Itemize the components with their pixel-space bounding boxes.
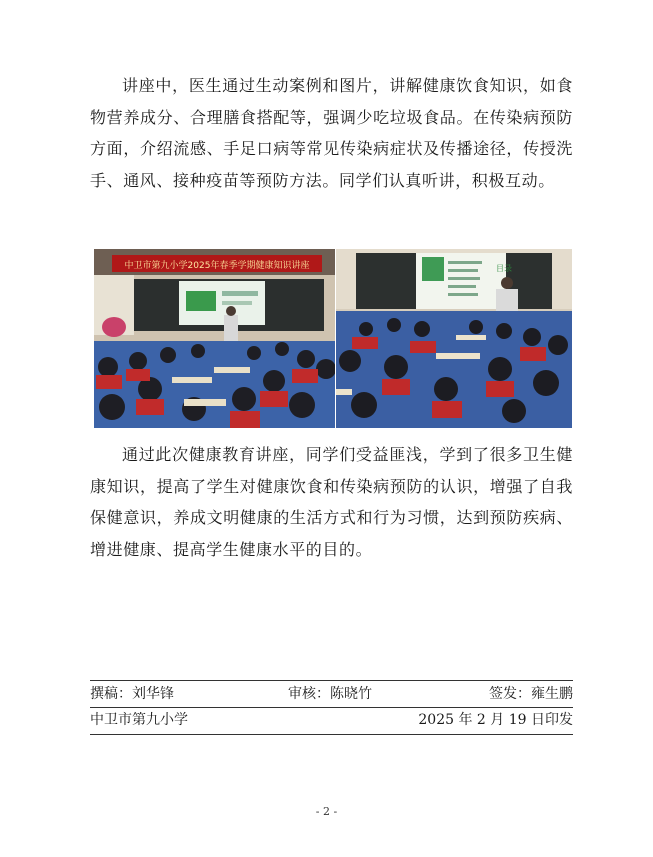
publication-row [90,706,573,735]
screen-title: 目录 [496,264,512,273]
author-label: 撰稿：刘华锋 [90,686,174,702]
publish-date: 2025 年 2 月 19 日印发 [418,712,573,728]
page-number: - 2 - [315,805,338,818]
signature-row [90,680,573,708]
issuer-label: 签发：雍生鹏 [489,686,573,702]
banner-text: 中卫市第九小学2025年春季学期健康知识讲座 [124,261,310,271]
paragraph-lecture-content: 讲座中，医生通过生动案例和图片，讲解健康饮食知识，如食物营养成分、合理膳食搭配等，强调少吃垃圾食品。在传染病预防方面，介绍流感、手足口病等常见传染病症状及传播途径，传授洗手、通风、接种疫苗等预防方法。同学们认真听讲，积极互动。 [90,76,573,190]
paragraph-lecture-summary: 通过此次健康教育讲座，同学们受益匪浅，学到了很多卫生健康知识，提高了学生对健康饮食和传染病预防的认识，增强了自我保健意识，养成文明健康的生活方式和行为习惯，达到预防疾病、增进健康、提高学生健康水平的目的。 [90,445,573,559]
reviewer-label: 审核：陈晓竹 [288,686,372,702]
organization-name: 中卫市第九小学 [90,712,188,728]
lecture-photo-left [94,249,335,428]
lecture-photo-right [336,249,572,428]
